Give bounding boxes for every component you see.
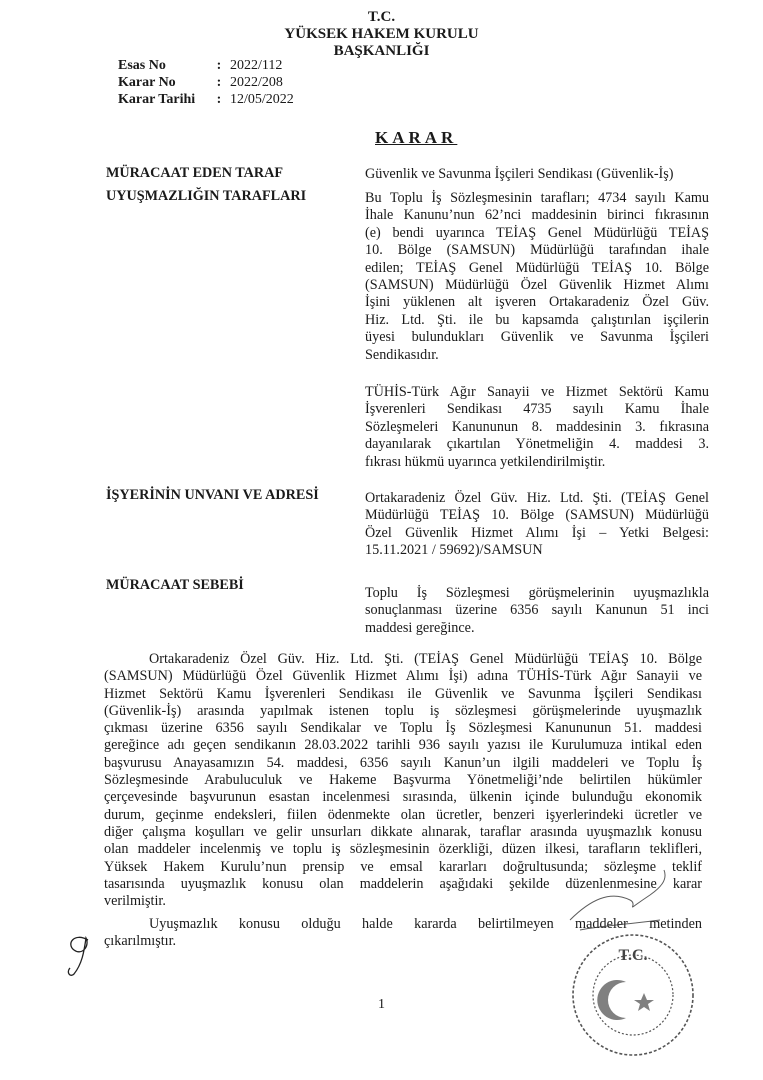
text-line: Sözleşmesinde Arabuluculuk ve Hakeme Başvurma Yönetmeliği’nde belirtilen hükümler <box>104 772 702 789</box>
muracaat-eden-label: MÜRACAAT EDEN TARAF <box>106 165 284 181</box>
karar-no-label: Karar No <box>118 75 176 90</box>
text-line: diğer çalışma koşulları ve gelir unsurları dikkate alınarak, taraflar arasında uyuşmazlık konusu <box>104 823 702 840</box>
signature-scribble <box>560 860 700 940</box>
text-line: Uyuşmazlık konusu olduğu halde kararda belirtilmeyen maddeler metinden <box>149 916 702 932</box>
text-line: Sözleşmeleri Kanununun 8. maddesinin 3. fıkrasına <box>365 418 709 435</box>
text-line: durum, geçinme endeksleri, fiilen ödenmekte olan ücretler, benzeri işyerlerindeki ücretler ve <box>104 806 702 823</box>
text-line: Hiz. Ltd. Şti. ile bu kapsamda çalıştırılan işçilerin <box>365 311 709 328</box>
karar-no-value: 2022/208 <box>230 75 283 90</box>
text-line: edilen; TEİAŞ Genel Müdürlüğü TEİAŞ 10. Bölge <box>365 259 709 276</box>
colon: : <box>216 92 222 107</box>
text-line: dayanılarak çıkartılan Yönetmeliğin 4. maddesi 3. <box>365 436 709 453</box>
text-line: (SAMSUN) Müdürlüğü Özel Güvenlik Hizmet Alımı İşi) adına TÜHİS-Türk Ağır Sanayii ve <box>104 668 702 685</box>
text-line: çıkması üzerine 6356 sayılı Sendikalar ve Toplu İş Sözleşmesi Kanununun 51. maddesi <box>104 720 702 737</box>
text-line: gereğince adı geçen sendikanın 28.03.2022 tarihli 936 sayılı yazısı ile Kurulumuza intikal eden <box>104 737 702 754</box>
esas-no-value: 2022/112 <box>230 58 283 73</box>
text-line: 10. Bölge (SAMSUN) Müdürlüğü tarafından ihale <box>365 242 709 259</box>
text-line: çerçevesinde başvurunun esastan incelenmesi sırasında, ülkenin içinde bulunduğu ekonomik <box>104 789 702 806</box>
official-seal-stamp <box>568 930 698 1060</box>
taraflar-label: UYUŞMAZLIĞIN TARAFLARI <box>106 188 307 204</box>
text-line: Bu Toplu İş Sözleşmesinin tarafları; 4734 sayılı Kamu <box>365 190 709 206</box>
text-line: Toplu İş Sözleşmesi görüşmelerinin uyuşmazlıkla <box>365 585 709 601</box>
colon: : <box>216 75 222 90</box>
text-line: Güvenlik ve Savunma İşçileri Sendikası (Güvenlik-İş) <box>365 166 674 182</box>
header-institution: YÜKSEK HAKEM KURULU <box>284 26 479 42</box>
text-line: Özel Güvenlik Hizmet Alımı İşi – Yetki Belgesi: <box>365 524 709 541</box>
text-line: Hizmet Sektörü Kamu İşverenleri Sendikası ile Güvenlik ve Savunma İşçileri Sendikası <box>104 685 702 702</box>
text-line: çıkarılmıştır. <box>104 933 177 950</box>
text-line: Sendikasıdır. <box>365 346 439 363</box>
karar-tarihi-label: Karar Tarihi <box>118 92 196 107</box>
taraflar-paragraph-2 <box>365 384 709 471</box>
header-presidency: BAŞKANLIĞI <box>333 43 430 59</box>
text-line: İhale Kanunu’nun 62’nci maddesinin birinci fıkrasının <box>365 207 709 224</box>
text-line: (SAMSUN) Müdürlüğü Özel Güvenlik Hizmet Alımı <box>365 277 709 294</box>
handwritten-initial-mark <box>62 928 98 980</box>
meta-karar-tarihi <box>118 91 294 108</box>
isyeri-value <box>365 490 709 560</box>
text-line: sonuçlanması üzerine 6356 sayılı Kanunun 51 inci <box>365 602 709 619</box>
document-title: KARAR <box>375 128 458 147</box>
text-line: üyesi bulundukları Güvenlik ve Savunma İşçileri <box>365 329 709 346</box>
text-line: başvurusu Anayasamızın 54. maddesi, 6356 sayılı Kanun’un ilgili maddeleri ve Toplu İş <box>104 754 702 771</box>
meta-esas-no <box>118 57 282 74</box>
text-line: maddesi gereğince. <box>365 619 475 636</box>
isyeri-label: İŞYERİNİN UNVANI VE ADRESİ <box>106 487 319 503</box>
sebep-value <box>365 585 709 637</box>
text-line: (Güvenlik-İş) arasında yapılmak istenen toplu iş sözleşmesi görüşmelerinde uyuşmazlık <box>104 702 702 719</box>
text-line: Müdürlüğü TEİAŞ 10. Bölge (SAMSUN) Müdürlüğü <box>365 507 709 524</box>
meta-karar-no <box>118 74 283 91</box>
page-number: 1 <box>378 997 385 1012</box>
text-line: İşini yüklenen alt işveren Ortakaradeniz Özel Güv. <box>365 294 709 311</box>
colon: : <box>216 58 222 73</box>
stamp-text: T.C. <box>618 947 648 964</box>
karar-tarihi-value: 12/05/2022 <box>230 92 294 107</box>
text-line: Yüksek Hakem Kurulu’nun prensip ve emsal kararları doğrultusunda; sözleşme teklif <box>104 858 702 875</box>
text-line: 15.11.2021 / 59692)/SAMSUN <box>365 542 543 559</box>
text-line: fıkrası hükmü uyarınca yetkilendirilmiştir. <box>365 453 606 470</box>
text-line: verilmiştir. <box>104 893 166 910</box>
taraflar-paragraph-1 <box>365 190 709 364</box>
header-tc: T.C. <box>367 9 396 25</box>
text-line: Ortakaradeniz Özel Güv. Hiz. Ltd. Şti. (TEİAŞ Genel Müdürlüğü TEİAŞ 10. Bölge <box>149 651 702 667</box>
sebep-label: MÜRACAAT SEBEBİ <box>106 577 244 593</box>
text-line: olan maddeler incelenmiş ve toplu iş sözleşmesinin özerkliği, düzen ilkesi, tarafların teklifleri, <box>104 841 702 858</box>
text-line: tasarısında uyuşmazlık konusu olan maddelerin aşağıdaki şekilde düzenlenmesine karar <box>104 875 702 892</box>
text-line: Ortakaradeniz Özel Güv. Hiz. Ltd. Şti. (TEİAŞ Genel <box>365 490 709 506</box>
text-line: İşverenleri Sendikası 4735 sayılı Kamu İhale <box>365 401 709 418</box>
text-line: TÜHİS-Türk Ağır Sanayii ve Hizmet Sektörü Kamu <box>365 384 709 400</box>
text-line: (e) bendi uyarınca TEİAŞ Genel Müdürlüğü TEİAŞ <box>365 224 709 241</box>
muracaat-eden-value <box>365 166 709 183</box>
esas-no-label: Esas No <box>118 58 166 73</box>
